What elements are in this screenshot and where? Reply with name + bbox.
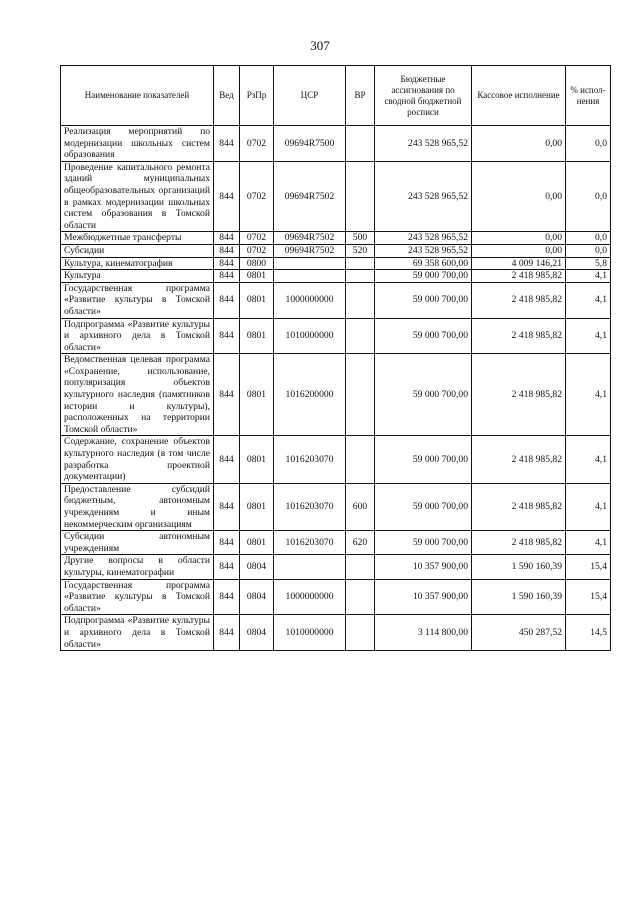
header-percent: % испол-нения — [566, 66, 611, 126]
table-row — [61, 270, 611, 283]
row-percent: 4,1 — [566, 282, 611, 318]
row-budget: 69 358 600,00 — [375, 257, 472, 270]
row-cash: 0,00 — [472, 244, 566, 257]
row-percent: 4,1 — [566, 270, 611, 283]
row-percent: 4,1 — [566, 436, 611, 483]
row-vr — [346, 579, 375, 615]
header-cash: Кассовое исполнение — [472, 66, 566, 126]
row-cash: 2 418 985,82 — [472, 318, 566, 354]
row-ved: 844 — [214, 483, 240, 530]
header-name: Наименование показателей — [61, 66, 214, 126]
row-csr — [274, 257, 346, 270]
row-rzpr: 0801 — [240, 531, 274, 555]
row-ved: 844 — [214, 161, 240, 232]
row-budget: 10 357 900,00 — [375, 555, 472, 579]
table-row — [61, 483, 611, 530]
row-csr — [274, 555, 346, 579]
row-rzpr: 0702 — [240, 161, 274, 232]
row-budget: 3 114 800,00 — [375, 615, 472, 651]
table-row — [61, 282, 611, 318]
row-rzpr: 0801 — [240, 270, 274, 283]
row-csr: 1016203070 — [274, 531, 346, 555]
row-name: Подпрограмма «Развитие культуры и архивного дела в Томской области» — [61, 318, 214, 354]
row-budget: 243 528 965,52 — [375, 232, 472, 245]
header-budget: Бюджетные ассигнования по сводной бюджетной росписи — [375, 66, 472, 126]
row-csr: 1000000000 — [274, 282, 346, 318]
row-vr: 520 — [346, 244, 375, 257]
row-name: Государственная программа «Развитие культуры в Томской области» — [61, 579, 214, 615]
row-percent: 15,4 — [566, 555, 611, 579]
row-name: Предоставление субсидий бюджетным, автономным учреждениям и иным некоммерческим организациям — [61, 483, 214, 530]
header-vr: ВР — [346, 66, 375, 126]
row-csr: 1010000000 — [274, 615, 346, 651]
row-percent: 5,8 — [566, 257, 611, 270]
row-ved: 844 — [214, 579, 240, 615]
row-vr — [346, 354, 375, 436]
row-name: Культура, кинематография — [61, 257, 214, 270]
row-ved: 844 — [214, 436, 240, 483]
row-csr: 1000000000 — [274, 579, 346, 615]
row-rzpr: 0804 — [240, 555, 274, 579]
row-percent: 4,1 — [566, 318, 611, 354]
row-vr — [346, 270, 375, 283]
row-ved: 844 — [214, 318, 240, 354]
row-csr: 09694R7502 — [274, 244, 346, 257]
table-row — [61, 579, 611, 615]
row-csr: 09694R7502 — [274, 232, 346, 245]
row-csr: 1010000000 — [274, 318, 346, 354]
row-budget: 10 357 900,00 — [375, 579, 472, 615]
row-cash: 2 418 985,82 — [472, 282, 566, 318]
row-name: Подпрограмма «Развитие культуры и архивного дела в Томской области» — [61, 615, 214, 651]
row-cash: 2 418 985,82 — [472, 270, 566, 283]
row-percent: 4,1 — [566, 354, 611, 436]
row-ved: 844 — [214, 615, 240, 651]
row-vr — [346, 282, 375, 318]
row-cash: 2 418 985,82 — [472, 354, 566, 436]
row-rzpr: 0801 — [240, 282, 274, 318]
table-row — [61, 555, 611, 579]
row-csr: 09694R7502 — [274, 161, 346, 232]
row-cash: 2 418 985,82 — [472, 483, 566, 530]
row-cash: 2 418 985,82 — [472, 531, 566, 555]
budget-execution-table — [60, 65, 611, 651]
row-budget: 59 000 700,00 — [375, 354, 472, 436]
row-name: Содержание, сохранение объектов культурного наследия (в том числе разработка проектной документации) — [61, 436, 214, 483]
row-budget: 59 000 700,00 — [375, 483, 472, 530]
row-vr — [346, 161, 375, 232]
row-percent: 14,5 — [566, 615, 611, 651]
row-percent: 0,0 — [566, 161, 611, 232]
table-row — [61, 232, 611, 245]
row-cash: 1 590 160,39 — [472, 579, 566, 615]
table-row — [61, 318, 611, 354]
row-vr: 620 — [346, 531, 375, 555]
header-rzpr: РзПр — [240, 66, 274, 126]
row-ved: 844 — [214, 244, 240, 257]
row-rzpr: 0702 — [240, 126, 274, 162]
row-csr: 09694R7500 — [274, 126, 346, 162]
row-csr: 1016203070 — [274, 436, 346, 483]
row-budget: 59 000 700,00 — [375, 282, 472, 318]
row-ved: 844 — [214, 126, 240, 162]
table-row — [61, 126, 611, 162]
row-cash: 0,00 — [472, 126, 566, 162]
row-name: Государственная программа «Развитие культуры в Томской области» — [61, 282, 214, 318]
row-csr: 1016203070 — [274, 483, 346, 530]
row-percent: 0,0 — [566, 126, 611, 162]
row-vr: 600 — [346, 483, 375, 530]
row-name: Другие вопросы в области культуры, кинематографии — [61, 555, 214, 579]
row-percent: 0,0 — [566, 232, 611, 245]
row-cash: 0,00 — [472, 232, 566, 245]
row-ved: 844 — [214, 270, 240, 283]
row-cash: 0,00 — [472, 161, 566, 232]
row-ved: 844 — [214, 232, 240, 245]
header-csr: ЦСР — [274, 66, 346, 126]
row-vr — [346, 436, 375, 483]
row-csr: 1016200000 — [274, 354, 346, 436]
table-row — [61, 531, 611, 555]
table-row — [61, 244, 611, 257]
row-name: Субсидии — [61, 244, 214, 257]
row-rzpr: 0801 — [240, 436, 274, 483]
row-ved: 844 — [214, 354, 240, 436]
row-percent: 4,1 — [566, 531, 611, 555]
row-rzpr: 0804 — [240, 615, 274, 651]
row-budget: 243 528 965,52 — [375, 244, 472, 257]
row-percent: 0,0 — [566, 244, 611, 257]
table-row — [61, 436, 611, 483]
row-csr — [274, 270, 346, 283]
row-budget: 59 000 700,00 — [375, 270, 472, 283]
table-row — [61, 354, 611, 436]
row-ved: 844 — [214, 257, 240, 270]
row-rzpr: 0801 — [240, 483, 274, 530]
row-ved: 844 — [214, 531, 240, 555]
row-budget: 59 000 700,00 — [375, 531, 472, 555]
row-rzpr: 0702 — [240, 244, 274, 257]
row-vr — [346, 318, 375, 354]
row-vr — [346, 257, 375, 270]
row-rzpr: 0804 — [240, 579, 274, 615]
row-vr — [346, 126, 375, 162]
row-vr: 500 — [346, 232, 375, 245]
row-budget: 59 000 700,00 — [375, 436, 472, 483]
row-name: Культура — [61, 270, 214, 283]
row-name: Межбюджетные трансферты — [61, 232, 214, 245]
row-rzpr: 0800 — [240, 257, 274, 270]
row-name: Реализация мероприятий по модернизации школьных систем образования — [61, 126, 214, 162]
table-row — [61, 615, 611, 651]
row-vr — [346, 615, 375, 651]
row-name: Ведомственная целевая программа «Сохранение, использование, популяризация объектов культурного наследия (памятников истории и культуры), расположенных на территории Томской области» — [61, 354, 214, 436]
row-cash: 1 590 160,39 — [472, 555, 566, 579]
table-row — [61, 161, 611, 232]
row-vr — [346, 555, 375, 579]
row-budget: 243 528 965,52 — [375, 161, 472, 232]
header-ved: Вед — [214, 66, 240, 126]
row-percent: 15,4 — [566, 579, 611, 615]
row-ved: 844 — [214, 282, 240, 318]
row-name: Субсидии автономным учреждениям — [61, 531, 214, 555]
page-number: 307 — [310, 38, 330, 53]
row-rzpr: 0801 — [240, 354, 274, 436]
row-budget: 243 528 965,52 — [375, 126, 472, 162]
table-header-row — [61, 66, 611, 126]
row-ved: 844 — [214, 555, 240, 579]
table-row — [61, 257, 611, 270]
row-rzpr: 0702 — [240, 232, 274, 245]
row-rzpr: 0801 — [240, 318, 274, 354]
row-percent: 4,1 — [566, 483, 611, 530]
row-name: Проведение капитального ремонта зданий муниципальных общеобразовательных организаций в рамках модернизации школьных систем образования в Томской области — [61, 161, 214, 232]
row-cash: 450 287,52 — [472, 615, 566, 651]
row-cash: 4 009 146,21 — [472, 257, 566, 270]
row-budget: 59 000 700,00 — [375, 318, 472, 354]
row-cash: 2 418 985,82 — [472, 436, 566, 483]
